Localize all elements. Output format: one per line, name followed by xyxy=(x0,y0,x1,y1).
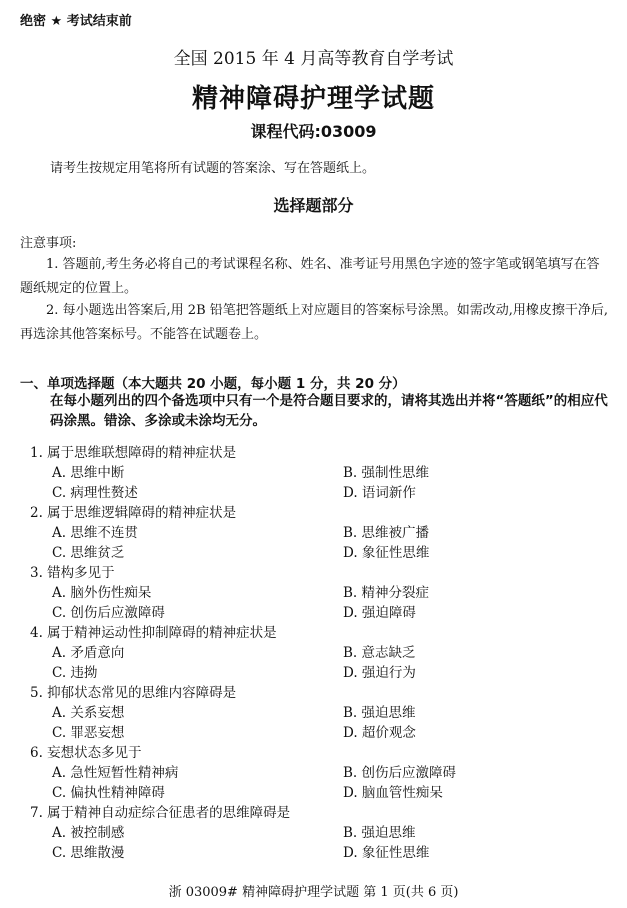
question-stem: 6. 妄想状态多见于 xyxy=(30,745,142,761)
answer-instruction: 请考生按规定用笔将所有试题的答案涂、写在答题纸上。 xyxy=(50,161,376,176)
confidential-label: 绝密 ★ 考试结束前 xyxy=(20,14,132,29)
option-d: D. 超价观念 xyxy=(343,725,416,741)
question-stem: 5. 抑郁状态常见的思维内容障碍是 xyxy=(30,685,237,701)
part-heading: 一、单项选择题（本大题共 20 小题，每小题 1 分，共 20 分） xyxy=(20,376,406,392)
page-title: 精神障碍护理学试题 xyxy=(191,84,435,114)
option-b: B. 强迫思维 xyxy=(343,825,416,841)
option-b: B. 创伤后应激障碍 xyxy=(343,765,457,781)
section-title: 选择题部分 xyxy=(273,196,354,215)
question-stem: 7. 属于精神自动症综合征患者的思维障碍是 xyxy=(30,805,291,821)
exam-session-line: 全国 2015 年 4 月高等教育自学考试 xyxy=(173,49,454,69)
part-description: 在每小题列出的四个备选项中只有一个是符合题目要求的，请将其选出并将“答题纸”的相应代码涂黑。错涂、多涂或未涂均无分。 xyxy=(50,393,608,429)
page-footer: 浙 03009# 精神障碍护理学试题 第 1 页(共 6 页) xyxy=(168,885,459,900)
option-d: D. 强迫障碍 xyxy=(343,605,416,621)
question-4 xyxy=(0,621,627,681)
option-a: A. 思维不连贯 xyxy=(52,525,138,541)
question-stem: 3. 错构多见于 xyxy=(30,565,115,581)
option-b: B. 思维被广播 xyxy=(343,525,430,541)
option-d: D. 脑血管性痴呆 xyxy=(343,785,443,801)
option-c: C. 创伤后应激障碍 xyxy=(52,605,165,621)
course-code: 课程代码:03009 xyxy=(250,122,377,141)
note-item-2: 2. 每小题选出答案后,用 2B 铅笔把答题纸上对应题目的答案标号涂黑。如需改动,用橡皮擦干净后,再选涂其他答案标号。不能答在试题卷上。 xyxy=(20,303,609,342)
question-stem: 2. 属于思维逻辑障碍的精神症状是 xyxy=(30,505,237,521)
option-d: D. 象征性思维 xyxy=(343,545,430,561)
option-b: B. 强迫思维 xyxy=(343,705,416,721)
option-a: A. 被控制感 xyxy=(52,825,125,841)
option-a: A. 急性短暂性精神病 xyxy=(52,765,179,781)
question-7 xyxy=(0,801,627,861)
option-c: C. 思维散漫 xyxy=(52,845,125,861)
note-item-1: 1. 答题前,考生务必将自己的考试课程名称、姓名、准考证号用黑色字迹的签字笔或钢笔填写在答题纸规定的位置上。 xyxy=(20,257,600,296)
option-a: A. 矛盾意向 xyxy=(52,645,125,661)
option-a: A. 脑外伤性痴呆 xyxy=(52,585,152,601)
option-d: D. 语词新作 xyxy=(343,485,416,501)
option-c: C. 病理性赘述 xyxy=(52,485,138,501)
option-a: A. 关系妄想 xyxy=(52,705,125,721)
option-d: D. 强迫行为 xyxy=(343,665,416,681)
question-3 xyxy=(0,561,627,621)
notes-heading: 注意事项: xyxy=(20,236,77,251)
option-d: D. 象征性思维 xyxy=(343,845,430,861)
question-stem: 4. 属于精神运动性抑制障碍的精神症状是 xyxy=(30,625,277,641)
question-6 xyxy=(0,741,627,801)
question-2 xyxy=(0,501,627,561)
question-5 xyxy=(0,681,627,741)
option-b: B. 意志缺乏 xyxy=(343,645,416,661)
option-c: C. 偏执性精神障碍 xyxy=(52,785,165,801)
question-stem: 1. 属于思维联想障碍的精神症状是 xyxy=(30,445,237,461)
option-b: B. 强制性思维 xyxy=(343,465,430,481)
option-c: C. 违拗 xyxy=(52,665,98,681)
option-a: A. 思维中断 xyxy=(52,465,125,481)
option-b: B. 精神分裂症 xyxy=(343,585,430,601)
option-c: C. 思维贫乏 xyxy=(52,545,125,561)
option-c: C. 罪恶妄想 xyxy=(52,725,125,741)
question-1 xyxy=(0,441,627,501)
